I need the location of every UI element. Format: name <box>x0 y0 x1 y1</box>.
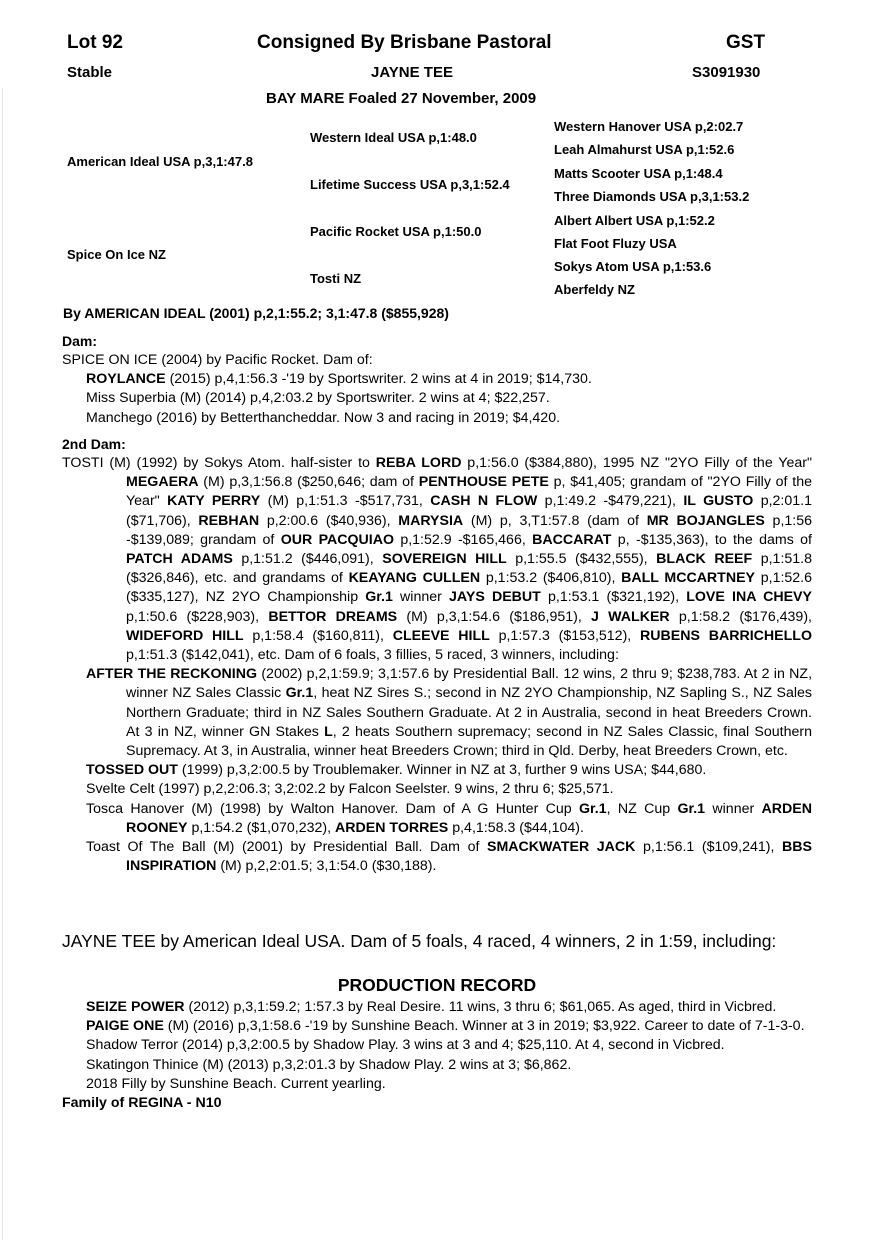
text-run: Shadow Terror (2014) p,3,2:00.5 by Shadow Play. 3 wins at 3 and 4; $25,110. At 4, second in Vicbred. <box>86 1037 725 1054</box>
bold-name: SMACKWATER JACK <box>487 839 636 856</box>
bold-name: MEGAERA <box>126 474 199 491</box>
dam-progeny: ROYLANCE (2015) p,4,1:56.3 -'19 by Sportswriter. 2 wins at 4 in 2019; $14,730. <box>86 371 592 388</box>
bold-name: KEAYANG CULLEN <box>348 570 481 587</box>
production-item <box>62 1017 812 1036</box>
text-run: Svelte Celt (1997) p,2,2:06.3; 3,2:02.2 by Falcon Seelster. 9 wins, 2 thru 6; $25,571. <box>86 781 614 798</box>
text-run: p,1:51.8 ($326,846), etc. and grandams of <box>126 551 813 587</box>
bold-name: BACCARAT <box>532 531 612 548</box>
production-item <box>62 1036 812 1055</box>
bold-name: TOSSED OUT <box>86 762 178 779</box>
horse-code: S3091930 <box>692 64 761 81</box>
text-run: p,1:57.3 ($153,512), <box>489 627 641 644</box>
bold-name: J WALKER <box>591 608 670 625</box>
bold-name: L <box>324 723 333 740</box>
production-record <box>62 998 812 1113</box>
text-run: , NZ Cup <box>606 800 678 817</box>
second-dam-progeny-item <box>62 800 812 838</box>
bold-name: PAIGE ONE <box>86 1018 164 1035</box>
text-run: p,1:56.0 ($384,880), 1995 NZ "2YO Filly of the Year" <box>461 455 813 471</box>
text-run: (M) p, 3,T1:57.8 (dam of <box>463 512 647 529</box>
pedigree-sire-sire: Western Ideal USA p,1:48.0 <box>310 130 477 145</box>
bold-name: AFTER THE RECKONING <box>86 666 258 683</box>
bold-name: LOVE INA CHEVY <box>686 589 812 606</box>
gst-label: GST <box>726 32 766 53</box>
page-edge-line <box>2 88 3 1240</box>
horse-name: JAYNE TEE <box>371 64 453 81</box>
dam-title: Dam: <box>62 333 98 349</box>
family-line: Family of REGINA - N10 <box>62 1095 222 1112</box>
text-run: p,1:55.5 ($432,555), <box>506 551 657 568</box>
dam-intro: SPICE ON ICE (2004) by Pacific Rocket. Dam of: <box>62 352 373 368</box>
text-run: , 2 heats Southern supremacy; second in NZ Sales Classic, final Southern Supremacy. At 3, in Australia, winner heat Breeders Crown; third in Qld. Derby, heat Breeders Crown, etc. <box>126 723 812 760</box>
pedigree-dam: Spice On Ice NZ <box>67 247 166 262</box>
bold-name: RUBENS BARRICHELLO <box>640 627 812 644</box>
text-run: p,4,1:58.3 ($44,104). <box>448 819 584 836</box>
bold-name: SOVEREIGN HILL <box>382 551 507 568</box>
text-run: p,1:49.2 -$479,221), <box>537 493 684 510</box>
text-run: p,1:52.9 -$165,466, <box>393 531 533 548</box>
dam-progeny: Miss Superbia (M) (2014) p,4,2:03.2 by Sportswriter. 2 wins at 4; $22,257. <box>86 390 550 407</box>
bold-name: ARDEN TORRES <box>335 819 449 836</box>
text-run: p,1:51.2 ($446,091), <box>232 551 383 568</box>
text-run: Skatingon Thinice (M) (2013) p,3,2:01.3 by Shadow Play. 2 wins at 3; $6,862. <box>86 1056 572 1073</box>
text-run: winner <box>705 800 762 817</box>
text-run: (M) p,3,1:56.8 ($250,646; dam of <box>198 474 419 491</box>
bold-name: MR BOJANGLES <box>646 512 765 529</box>
second-dam-progeny-item <box>62 761 812 780</box>
pedigree-gen3: Matts Scooter USA p,1:48.4 <box>554 166 723 181</box>
text-run: (M) p,1:51.3 -$517,731, <box>260 493 431 510</box>
bold-name: BALL MCCARTNEY <box>621 570 756 587</box>
bold-name: SEIZE POWER <box>86 999 185 1015</box>
pedigree-gen3: Western Hanover USA p,2:02.7 <box>554 119 744 134</box>
text-run: Tosca Hanover (M) (1998) by Walton Hanover. Dam of A G Hunter Cup <box>86 800 579 817</box>
text-run: p,1:56 -$139,089; grandam of <box>126 512 813 548</box>
text-run: p,1:50.6 ($228,903), <box>126 608 269 625</box>
production-item <box>62 1056 812 1075</box>
bold-name: BBS INSPIRATION <box>126 839 813 875</box>
bold-name: KATY PERRY <box>167 493 261 510</box>
pedigree-gen3: Aberfeldy NZ <box>554 282 635 297</box>
text-run: p,1:54.2 ($1,070,232), <box>187 819 336 836</box>
text-run: p, $41,405; grandam of "2YO Filly of the Year" <box>126 474 812 510</box>
dam-progeny: Manchego (2016) by Betterthancheddar. Now 3 and racing in 2019; $4,420. <box>86 409 561 426</box>
pedigree-gen3: Sokys Atom USA p,1:53.6 <box>554 259 712 274</box>
bold-name: MARYSIA <box>398 512 464 529</box>
text-run: winner <box>392 589 450 606</box>
bold-name: IL GUSTO <box>683 493 754 510</box>
lot-number: Lot 92 <box>67 32 123 53</box>
dam-summary: JAYNE TEE by American Ideal USA. Dam of 5 foals, 4 raced, 4 winners, 2 in 1:59, including: <box>62 931 777 951</box>
pedigree-sire: American Ideal USA p,3,1:47.8 <box>67 154 253 169</box>
bold-name: CASH N FLOW <box>430 493 538 510</box>
text-run: (2012) p,3,1:59.2; 1:57.3 by Real Desire. 11 wins, 3 thru 6; $61,065. As aged, third in Vicbred. <box>184 999 777 1015</box>
bold-name: OUR PACQUIAO <box>280 531 394 548</box>
horse-description: BAY MARE Foaled 27 November, 2009 <box>266 90 537 107</box>
text-run: (M) p,2,2:01.5; 3,1:54.0 ($30,188). <box>216 858 437 875</box>
bold-name: Gr.1 <box>365 589 393 606</box>
text-run: (M) p,3,1:54.6 ($186,951), <box>397 608 592 625</box>
text-run: (1999) p,3,2:00.5 by Troublemaker. Winner in NZ at 3, further 9 wins USA; $44,680. <box>177 762 707 779</box>
bold-name: Gr.1 <box>578 800 607 817</box>
pedigree-gen3: Leah Almahurst USA p,1:52.6 <box>554 142 735 157</box>
text-run: p,1:58.4 ($160,811), <box>243 627 393 644</box>
bold-name: PENTHOUSE PETE <box>418 474 549 491</box>
bold-name: WIDEFORD HILL <box>126 627 244 644</box>
text-run: (M) (2016) p,3,1:58.6 -'19 by Sunshine Beach. Winner at 3 in 2019; $3,922. Career to date of 7-1-3-0. <box>163 1018 805 1035</box>
production-record-title: PRODUCTION RECORD <box>337 975 537 995</box>
pedigree-dam-sire: Pacific Rocket USA p,1:50.0 <box>310 224 482 239</box>
bold-name: BLACK REEF <box>656 551 753 568</box>
bold-name: REBHAN <box>198 512 260 529</box>
second-dam-progeny-item <box>62 838 812 876</box>
location-label: Stable <box>67 64 113 81</box>
pedigree-dam-dam: Tosti NZ <box>310 271 362 286</box>
pedigree-gen3: Three Diamonds USA p,3,1:53.2 <box>554 189 750 204</box>
text-run: (2002) p,2,1:59.9; 3,1:57.6 by Presidential Ball. 12 wins, 2 thru 9; $238,783. At 2 in NZ, winner NZ Sales Classic <box>126 666 813 702</box>
text-run: p,2:00.6 ($40,936), <box>259 512 399 529</box>
text-run: p,1:53.1 ($321,192), <box>540 589 687 606</box>
bold-name: Gr.1 <box>285 685 314 702</box>
production-item <box>62 1075 812 1094</box>
text-run: , heat NZ Sires S.; second in NZ 2YO Championship, NZ Sapling S., NZ Sales Northern Graduate; third in NZ Sales Southern Graduate. At 2 in Australia, second in heat Breeders Crown. At 3 in NZ, winner GN Stakes <box>126 685 812 740</box>
bold-name: ARDEN ROONEY <box>126 800 812 836</box>
bold-name: PATCH ADAMS <box>126 551 233 568</box>
text-run: p,1:53.2 ($406,810), <box>480 570 622 587</box>
pedigree-sire-dam: Lifetime Success USA p,3,1:52.4 <box>310 177 510 192</box>
text-run: p,1:52.6 ($335,127), NZ 2YO Championship <box>126 570 813 606</box>
text-run: p,1:56.1 ($109,241), <box>635 839 783 856</box>
second-dam-section <box>62 435 812 876</box>
production-item <box>62 998 812 1017</box>
pedigree-gen3: Albert Albert USA p,1:52.2 <box>554 213 715 228</box>
second-dam-progeny-item <box>62 780 812 799</box>
bold-name: JAYS DEBUT <box>449 589 541 606</box>
bold-name: Gr.1 <box>677 800 706 817</box>
pedigree-gen3: Flat Foot Fluzy USA <box>554 236 677 251</box>
text-run: Toast Of The Ball (M) (2001) by Presidential Ball. Dam of <box>86 839 487 856</box>
text-run: p,1:51.3 ($142,041), etc. Dam of 6 foals, 3 fillies, 5 raced, 3 winners, including: <box>126 647 619 664</box>
sire-line: By AMERICAN IDEAL (2001) p,2,1:55.2; 3,1:47.8 ($855,928) <box>63 305 449 321</box>
text-run: p,1:58.2 ($176,439), <box>669 608 812 625</box>
bold-name: BETTOR DREAMS <box>268 608 398 625</box>
bold-name: CLEEVE HILL <box>392 627 490 644</box>
second-dam-title: 2nd Dam: <box>62 436 126 452</box>
second-dam-progeny-list <box>62 665 812 876</box>
text-run: p,2:01.1 ($71,706), <box>126 493 812 529</box>
text-run: TOSTI (M) (1992) by Sokys Atom. half-sister to <box>62 455 376 471</box>
text-run: 2018 Filly by Sunshine Beach. Current yearling. <box>86 1075 386 1092</box>
production-list <box>62 998 812 1094</box>
bold-name: REBA LORD <box>375 455 462 471</box>
consignor: Consigned By Brisbane Pastoral <box>257 32 552 53</box>
second-dam-progeny-item <box>62 665 812 761</box>
dam-section <box>62 332 812 428</box>
second-dam-text <box>62 454 812 665</box>
text-run: p, -$135,363), to the dams of <box>611 531 812 548</box>
